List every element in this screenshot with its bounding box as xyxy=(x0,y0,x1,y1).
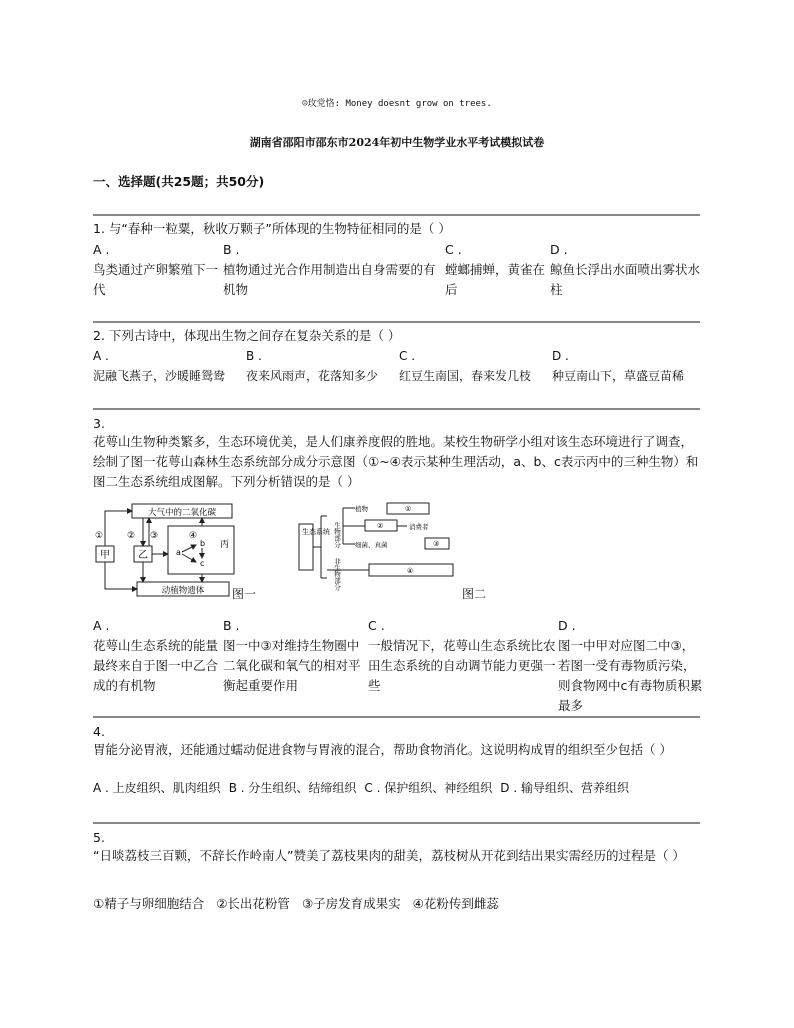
section-heading: 一、选择题(共25题；共50分) xyxy=(93,174,265,189)
plant-label: 植物 xyxy=(355,505,368,513)
option-a[interactable]: A . 鸟类通过产卵繁殖下一代 xyxy=(93,242,219,297)
yi-label: 乙 xyxy=(138,550,148,561)
fig2-box-3: ③ xyxy=(433,540,440,548)
divider xyxy=(93,822,700,824)
option-a[interactable]: A . 泥融飞燕子，沙暖睡鸳鸯 xyxy=(93,349,226,383)
arrow-label-1: ① xyxy=(95,531,104,541)
jia-label: 甲 xyxy=(100,550,110,561)
question-4-options xyxy=(93,778,629,798)
option-d[interactable]: D . 鲸鱼长浮出水面喷出雾状水柱 xyxy=(550,242,701,297)
consumer-label: 消费者 xyxy=(409,523,429,531)
option-a[interactable]: A . 花萼山生态系统的能量最终来自于图一中乙合成的有机物 xyxy=(93,618,219,693)
figure-1-caption: 图一 xyxy=(232,587,257,601)
option-d[interactable]: D . 种豆南山下，草盛豆苗稀 xyxy=(552,349,685,383)
question-1-stem: 1. 与“春种一粒粟，秋收万颗子”所体现的生物特征相同的是（ ） xyxy=(93,221,451,236)
arrow-label-3: ③ xyxy=(150,531,159,541)
option-d[interactable]: D . 输导组织、营养组织 xyxy=(500,781,629,795)
option-b[interactable]: B . 分生组织、结缔组织 xyxy=(228,781,357,795)
question-3-number: 3. xyxy=(93,416,105,431)
fig2-box-1: ① xyxy=(405,505,412,513)
remains-label: 动植物遗体 xyxy=(161,586,205,596)
label-a: a xyxy=(176,548,181,557)
question-1-options xyxy=(93,240,705,300)
bing-label: 丙 xyxy=(220,540,230,550)
option-a[interactable]: A . 上皮组织、肌肉组织 xyxy=(93,781,221,795)
question-3-stem: 花萼山生物种类繁多，生态环境优美，是人们康养度假的胜地。某校生物研学小组对该生态环境进行了调查，绘制了图一花萼山森林生态系统部分成分示意图（①~④表示某种生理活动，a、b、c表示丙中的三种生物）和图二生态系统组成图解。下列分析错误的是（ ） xyxy=(93,434,699,489)
label-c: c xyxy=(200,559,205,568)
option-c[interactable]: C . 一般情况下，花萼山生态系统比农田生态系统的自动调节能力更强一些 xyxy=(368,618,556,693)
arrow-label-2: ② xyxy=(127,531,136,541)
ecosystem-label: 生态系统 xyxy=(302,528,330,536)
question-3-options xyxy=(93,616,705,716)
divider xyxy=(93,408,700,410)
option-b[interactable]: B . 夜来风雨声，花落知多少 xyxy=(246,349,379,383)
option-b[interactable]: B . 图一中③对维持生物圈中二氧化碳和氧气的相对平衡起重要作用 xyxy=(223,618,361,693)
option-b[interactable]: B . 植物通过光合作用制造出自身需要的有机物 xyxy=(223,242,436,297)
divider xyxy=(93,214,700,216)
nonbio-part-label: 非生物部分 xyxy=(333,558,341,591)
fig2-box-4: ④ xyxy=(407,567,414,575)
option-c[interactable]: C . 红豆生南国，春来发几枝 xyxy=(399,349,532,383)
question-4-stem: 胃能分泌胃液，还能通过蠕动促进食物与胃液的混合，帮助食物消化。这说明构成胃的组织至少包括（ ） xyxy=(93,742,672,757)
watermark: ☺玫党恪: Money doesnt grow on trees. xyxy=(302,99,492,109)
fig2-box-2: ② xyxy=(377,522,384,530)
figure-2-caption: 图二 xyxy=(462,587,487,601)
divider xyxy=(93,716,700,718)
question-2-stem: 2. 下列古诗中，体现出生物之间存在复杂关系的是（ ） xyxy=(93,328,401,343)
question-5-items xyxy=(93,894,499,914)
co2-label: 大气中的二氧化碳 xyxy=(147,508,217,518)
question-2-options xyxy=(93,346,705,386)
fungi-label: 细菌、真菌 xyxy=(355,541,388,549)
process-item-2: ②长出花粉管 xyxy=(216,896,290,911)
label-b: b xyxy=(200,539,206,548)
process-item-1: ①精子与卵细胞结合 xyxy=(93,896,205,911)
question-4-number: 4. xyxy=(93,724,105,739)
option-c[interactable]: C . 螳螂捕蝉，黄雀在后 xyxy=(445,242,546,297)
option-d[interactable]: D . 图一中甲对应图二中③，若图一受有毒物质污染，则食物网中c有毒物质积累最多 xyxy=(558,618,703,713)
question-5-stem: “日啖荔枝三百颗，不辞长作岭南人”赞美了荔枝果肉的甜美，荔枝树从开花到结出果实需经历的过程是（ ） xyxy=(93,848,685,863)
divider xyxy=(93,321,700,323)
arrow-label-4: ④ xyxy=(189,531,198,541)
process-item-3: ③子房发育成果实 xyxy=(301,896,401,911)
option-c[interactable]: C . 保护组织、神经组织 xyxy=(364,781,493,795)
bio-part-label: 生物部分 xyxy=(333,522,341,548)
process-item-4: ④花粉传到雌蕊 xyxy=(412,896,499,911)
page-title: 湖南省邵阳市邵东市2024年初中生物学业水平考试模拟试卷 xyxy=(249,136,545,149)
figure-2 xyxy=(297,500,457,595)
question-5-number: 5. xyxy=(93,830,105,845)
